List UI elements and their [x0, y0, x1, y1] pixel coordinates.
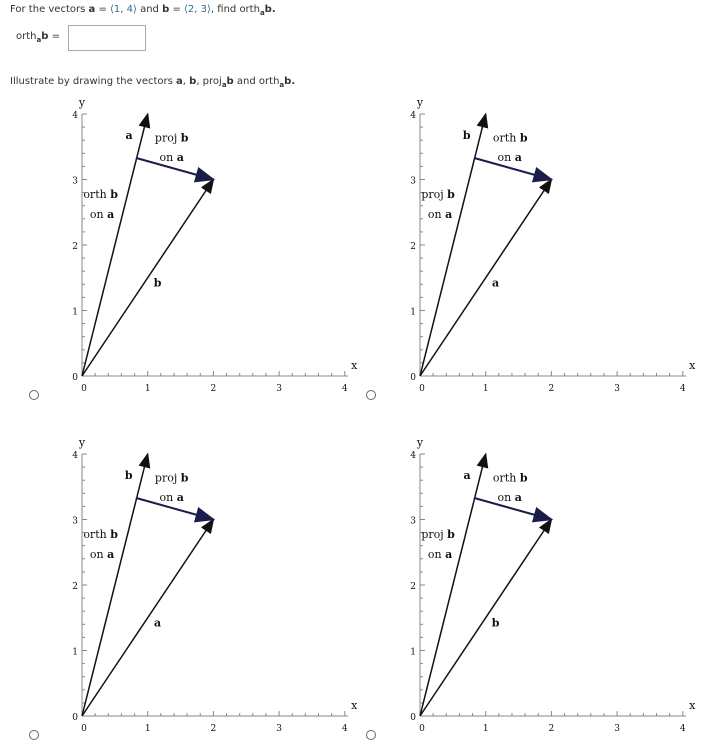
x-axis-label: x — [351, 359, 358, 372]
label-vector: b — [110, 527, 118, 541]
label-word: proj — [154, 471, 181, 485]
y-axis-label: y — [416, 96, 424, 109]
x-tick-label: 0 — [419, 724, 425, 734]
x-tick-label: 2 — [210, 384, 217, 394]
x-tick-label: 2 — [548, 384, 555, 394]
choice-radio-2[interactable] — [366, 390, 376, 400]
question-find-tail: b. — [264, 4, 276, 15]
upper-label-line1 — [155, 472, 189, 485]
y-tick-label: 0 — [410, 713, 416, 723]
x-tick-label: 0 — [81, 384, 87, 394]
vector-b-value: ⟨2, 3⟩ — [184, 4, 211, 15]
y-tick-label: 0 — [410, 373, 416, 383]
long-vector — [82, 114, 148, 376]
y-tick-label: 2 — [410, 582, 416, 592]
illustrate-proj-sub: a — [221, 81, 227, 89]
label-vector: a — [445, 208, 453, 222]
answer-label-main: orth — [16, 31, 37, 42]
y-tick-label: 1 — [72, 307, 78, 318]
label-word: on — [89, 548, 108, 562]
illustrate-orth-sub: a — [279, 81, 285, 89]
question-text: For the vectors a = ⟨1, 4⟩ and b = ⟨2, 3⟩, find orth$_a$b. — [10, 4, 276, 17]
label-vector: a — [107, 208, 115, 222]
upper-label-line2 — [498, 151, 522, 164]
illustrate-proj: proj — [202, 76, 222, 87]
x-tick-label: 1 — [482, 384, 489, 394]
illustrate-b: b — [189, 76, 197, 87]
label-vector: a — [514, 151, 522, 165]
illustrate-instructions: Illustrate by drawing the vectors a, b, proj$_a$b and orth$_a$b. — [10, 76, 296, 89]
y-tick-label: 1 — [72, 647, 78, 658]
label-word: on — [159, 151, 177, 165]
x-tick-label: 3 — [614, 724, 620, 734]
question-prefix: For the vectors — [10, 4, 86, 15]
illustrate-a: a — [176, 76, 183, 87]
x-tick-label: 0 — [81, 724, 87, 734]
left-label-line2 — [428, 208, 452, 221]
x-axis-label: x — [351, 699, 358, 712]
label-word: on — [89, 208, 108, 222]
upper-label-line1 — [493, 472, 528, 485]
y-tick-label: 2 — [72, 242, 78, 252]
label-vector: b — [447, 187, 455, 201]
x-axis-label: x — [689, 359, 696, 372]
x-tick-label: 1 — [144, 384, 151, 394]
vector-a-name: a — [88, 4, 96, 15]
upper-label-line2 — [160, 491, 184, 504]
left-label-line1 — [83, 528, 118, 541]
y-axis-label: y — [416, 436, 424, 449]
orth-answer-input[interactable] — [68, 25, 146, 51]
diagonal-vector-label: a — [491, 276, 500, 290]
x-tick-label: 4 — [341, 384, 348, 394]
label-vector: b — [447, 527, 455, 541]
y-tick-label: 0 — [72, 373, 78, 383]
y-tick-label: 3 — [410, 176, 416, 187]
vector-graph — [60, 435, 360, 745]
y-tick-label: 4 — [410, 451, 416, 461]
label-vector: a — [176, 151, 184, 165]
answer-label — [16, 31, 60, 44]
illustrate-orth-tail: b. — [284, 76, 296, 87]
y-tick-label: 2 — [72, 582, 78, 592]
vector-graph — [60, 95, 360, 405]
left-label-line1 — [421, 188, 455, 201]
y-tick-label: 3 — [410, 516, 416, 527]
label-word: orth — [83, 187, 111, 201]
left-label-line1 — [83, 188, 118, 201]
vector-b-name: b — [162, 4, 170, 15]
x-tick-label: 4 — [679, 724, 686, 734]
y-tick-label: 3 — [72, 516, 78, 527]
upper-label-line1 — [155, 132, 189, 145]
question-and: and — [140, 4, 159, 15]
vector-a-value: ⟨1, 4⟩ — [110, 4, 137, 15]
label-vector: a — [107, 548, 115, 562]
x-axis-label: x — [689, 699, 696, 712]
diagonal-vector-label: a — [153, 616, 162, 630]
question-find: , find orth — [210, 4, 260, 15]
graph-choice-1 — [60, 95, 360, 408]
y-tick-label: 1 — [410, 647, 416, 658]
x-tick-label: 2 — [210, 724, 217, 734]
upper-label-line1 — [493, 132, 528, 145]
graph-choice-4 — [398, 435, 698, 748]
left-label-line2 — [428, 548, 452, 561]
label-vector: b — [180, 471, 189, 485]
long-vector — [82, 454, 148, 716]
vector-graph — [398, 95, 698, 405]
illustrate-text: Illustrate by drawing the vectors — [10, 76, 173, 87]
y-tick-label: 4 — [72, 111, 78, 121]
answer-equals: = — [51, 31, 60, 42]
label-word: proj — [421, 527, 448, 541]
choice-radio-3[interactable] — [29, 730, 39, 740]
y-axis-label: y — [78, 436, 86, 449]
label-vector: b — [180, 131, 189, 145]
upper-label-line2 — [498, 491, 522, 504]
label-word: orth — [83, 527, 111, 541]
label-word: on — [159, 491, 177, 505]
graph-choice-2 — [398, 95, 698, 408]
illustrate-orth: orth — [258, 76, 280, 87]
x-tick-label: 1 — [482, 724, 489, 734]
y-tick-label: 0 — [72, 713, 78, 723]
diagonal-vector-label: b — [153, 276, 162, 290]
label-vector: b — [519, 131, 528, 145]
upper-label-line2 — [160, 151, 184, 164]
long-vector — [420, 454, 486, 716]
label-word: on — [427, 208, 446, 222]
x-tick-label: 3 — [276, 384, 282, 394]
x-tick-label: 3 — [614, 384, 620, 394]
choice-radio-1[interactable] — [29, 390, 39, 400]
long-vector-label: b — [124, 468, 133, 482]
left-label-line2 — [90, 208, 114, 221]
y-tick-label: 4 — [410, 111, 416, 121]
long-vector-label: a — [125, 128, 133, 142]
long-vector-label: a — [463, 468, 471, 482]
long-vector-label: b — [462, 128, 471, 142]
label-word: on — [497, 491, 515, 505]
y-tick-label: 3 — [72, 176, 78, 187]
answer-label-tail: b — [41, 31, 49, 42]
illustrate-and: and — [236, 76, 256, 87]
label-word: proj — [421, 187, 448, 201]
y-tick-label: 4 — [72, 451, 78, 461]
diagonal-vector-label: b — [491, 616, 500, 630]
label-vector: a — [445, 548, 453, 562]
label-vector: a — [176, 491, 184, 505]
answer-label-sub: a — [36, 36, 42, 44]
label-word: on — [427, 548, 446, 562]
left-label-line2 — [90, 548, 114, 561]
label-word: on — [497, 151, 515, 165]
left-label-line1 — [421, 528, 455, 541]
choice-radio-4[interactable] — [366, 730, 376, 740]
vector-graph — [398, 435, 698, 745]
x-tick-label: 3 — [276, 724, 282, 734]
y-axis-label: y — [78, 96, 86, 109]
y-tick-label: 2 — [410, 242, 416, 252]
x-tick-label: 4 — [341, 724, 348, 734]
x-tick-label: 2 — [548, 724, 555, 734]
y-tick-label: 1 — [410, 307, 416, 318]
question-find-sub: a — [259, 9, 265, 17]
graph-choice-3 — [60, 435, 360, 748]
x-tick-label: 0 — [419, 384, 425, 394]
illustrate-proj-tail: b — [226, 76, 234, 87]
label-vector: b — [110, 187, 118, 201]
x-tick-label: 4 — [679, 384, 686, 394]
label-word: orth — [492, 471, 520, 485]
x-tick-label: 1 — [144, 724, 151, 734]
label-word: orth — [492, 131, 520, 145]
long-vector — [420, 114, 486, 376]
label-vector: a — [514, 491, 522, 505]
label-vector: b — [519, 471, 528, 485]
label-word: proj — [154, 131, 181, 145]
